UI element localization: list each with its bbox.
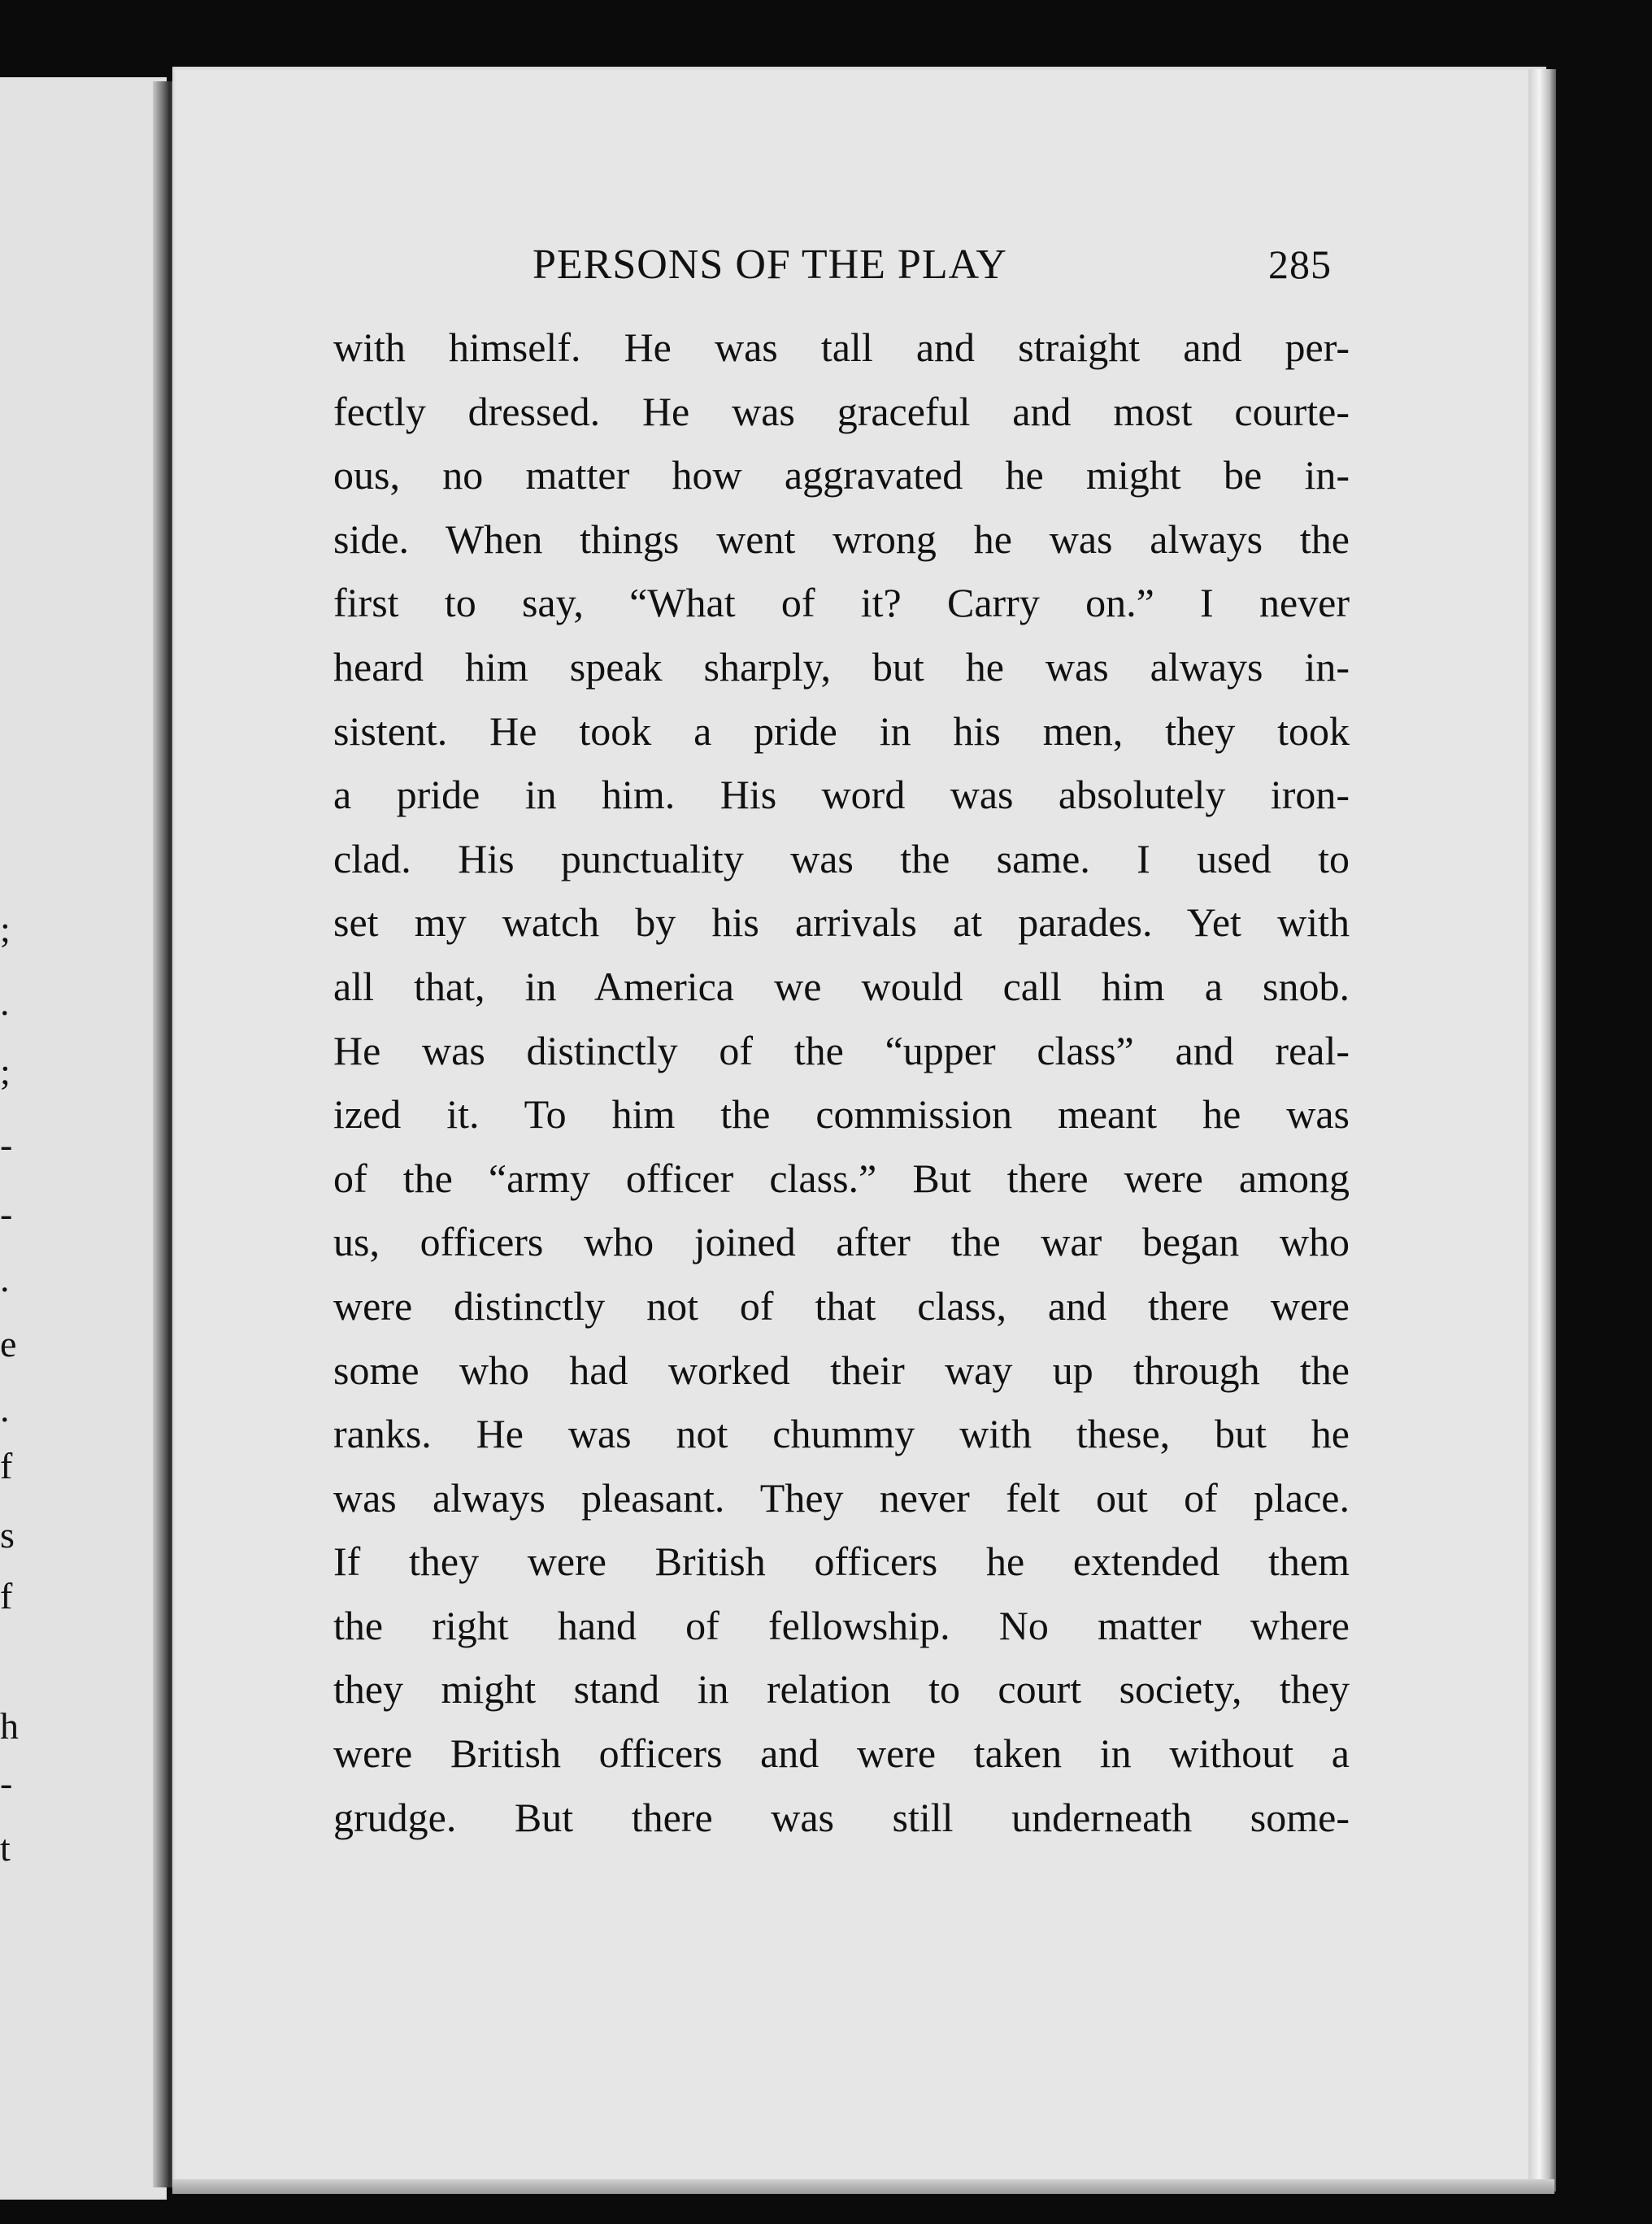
text-line: He was distinctly of the “upper class” and real- — [333, 1027, 1350, 1073]
page-number: 285 — [1268, 242, 1332, 287]
running-title: PERSONS OF THE PLAY — [533, 242, 1007, 288]
text-line: ous, no matter how aggravated he might be in- — [333, 452, 1350, 498]
body-text — [333, 316, 1350, 1849]
text-line: sistent. He took a pride in his men, they took — [333, 707, 1350, 754]
text-line: the right hand of fellowship. No matter where — [333, 1602, 1350, 1648]
text-line: some who had worked their way up through the — [333, 1347, 1350, 1393]
facing-page-fragment: ; — [0, 908, 11, 950]
text-line: ranks. He was not chummy with these, but he — [333, 1411, 1350, 1457]
text-line: was always pleasant. They never felt out of place. — [333, 1474, 1350, 1521]
text-line: us, officers who joined after the war began who — [333, 1219, 1350, 1265]
facing-page-fragment: . — [0, 1258, 10, 1299]
text-line: they might stand in relation to court society, they — [333, 1666, 1350, 1713]
text-line: with himself. He was tall and straight and per- — [333, 324, 1350, 370]
facing-page-fragment: - — [0, 1762, 13, 1804]
facing-page-fragment: . — [0, 1388, 10, 1430]
text-line: set my watch by his arrivals at parades. Yet with — [333, 899, 1350, 946]
text-line: were British officers and were taken in without a — [333, 1730, 1350, 1777]
text-line: were distinctly not of that class, and there were — [333, 1282, 1350, 1329]
text-line: side. When things went wrong he was always the — [333, 516, 1350, 562]
facing-page-fragment: s — [0, 1514, 15, 1556]
facing-page-fragment: f — [0, 1445, 13, 1486]
text-line: fectly dressed. He was graceful and most courte- — [333, 388, 1350, 434]
facing-page-fragment: ; — [0, 1051, 11, 1092]
text-line: heard him speak sharply, but he was always in- — [333, 643, 1350, 690]
text-line: ized it. To him the commission meant he was — [333, 1091, 1350, 1138]
facing-page-fragment: - — [0, 1193, 13, 1234]
running-head — [533, 241, 1346, 289]
facing-page — [0, 77, 167, 2200]
facing-page-fragment: e — [0, 1323, 17, 1364]
page-bottom-edge — [172, 2179, 1554, 2194]
page-fore-edge — [1528, 69, 1556, 2191]
facing-page-fragment: h — [0, 1705, 19, 1747]
text-line: If they were British officers he extended them — [333, 1539, 1350, 1585]
text-line: all that, in America we would call him a snob. — [333, 963, 1350, 1009]
text-line: a pride in him. His word was absolutely iron- — [333, 772, 1350, 818]
text-line: grudge. But there was still underneath some- — [333, 1794, 1350, 1840]
text-line: first to say, “What of it? Carry on.” I never — [333, 580, 1350, 626]
facing-page-fragment: t — [0, 1827, 11, 1869]
facing-page-fragment: - — [0, 1124, 13, 1165]
facing-page-text-edge — [0, 0, 19, 2224]
text-line: of the “army officer class.” But there were among — [333, 1155, 1350, 1201]
facing-page-fragment: . — [0, 981, 10, 1023]
facing-page-fragment: f — [0, 1575, 13, 1617]
text-line: clad. His punctuality was the same. I used to — [333, 835, 1350, 881]
